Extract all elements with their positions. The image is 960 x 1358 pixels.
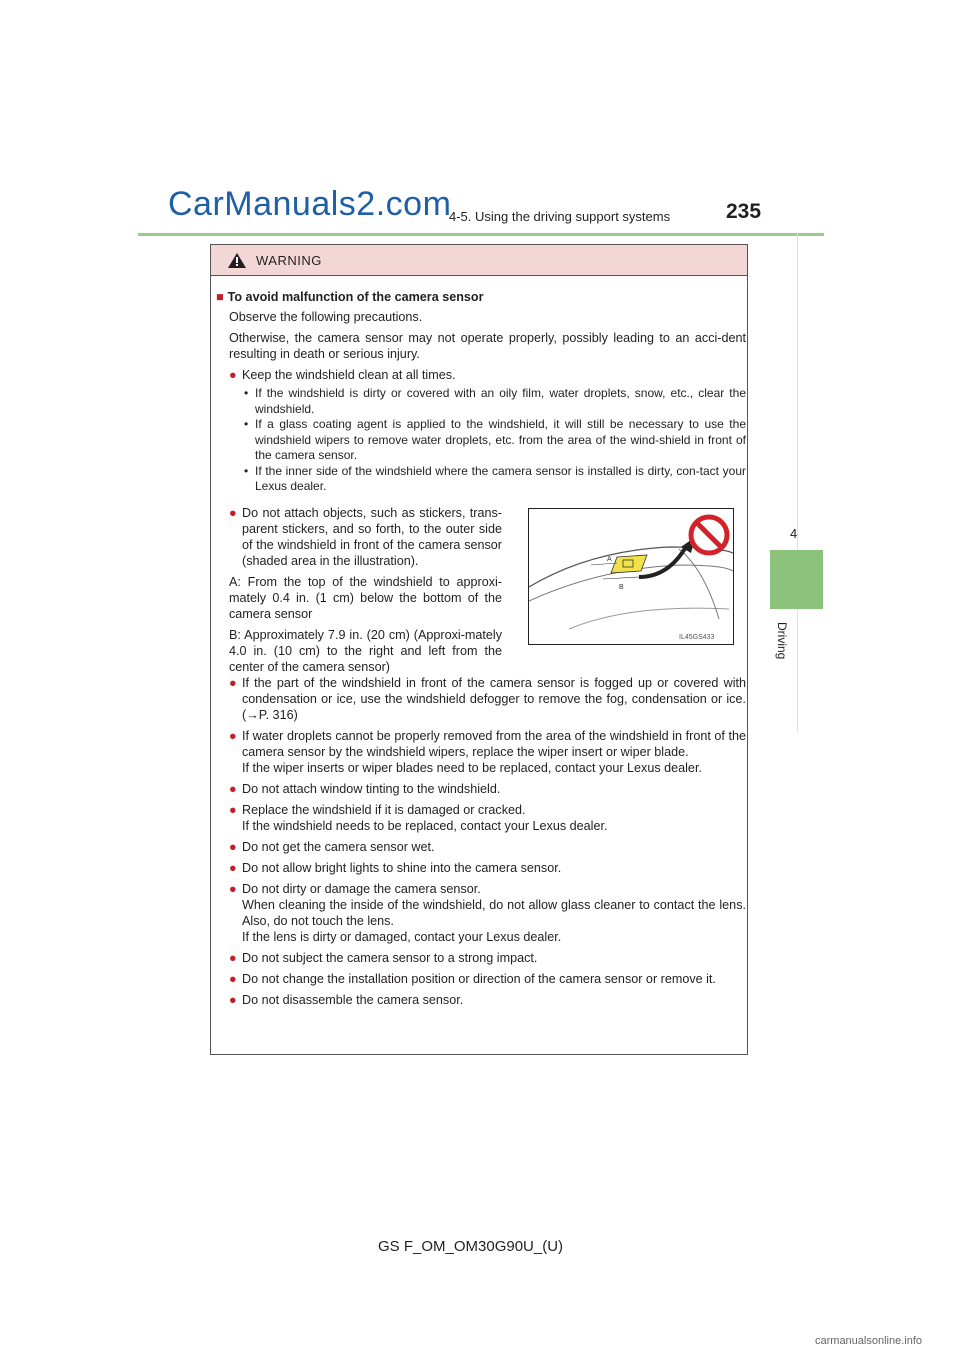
list-item: ● Do not dirty or damage the camera sensor. — [229, 881, 481, 896]
chapter-label: Driving — [775, 622, 789, 660]
illustration-label-a: A — [607, 555, 612, 563]
chapter-number: 4 — [790, 526, 798, 541]
side-divider — [797, 233, 798, 733]
chapter-tab — [770, 550, 823, 609]
list-item: ● Do not disassemble the camera sensor. — [229, 992, 464, 1007]
warning-triangle-icon — [228, 253, 246, 268]
bullet-icon: ● — [229, 802, 237, 817]
header-rule — [138, 233, 824, 236]
attach-text — [216, 500, 502, 675]
bullet-icon: ● — [229, 839, 237, 854]
bullet-icon: ● — [229, 368, 237, 382]
bullet-icon: ● — [229, 505, 237, 520]
intro-text-2: Otherwise, the camera sensor may not operate properly, possibly leading to an acci-dent resulting in death or serious injury. — [229, 331, 746, 361]
list-item: ● Replace the windshield if it is damaged or cracked. — [229, 802, 526, 817]
page-number: 235 — [726, 200, 762, 223]
section-title: 4-5. Using the driving support systems — [449, 209, 671, 224]
sub-item: • If a glass coating agent is applied to the windshield, it will still be necessary to use the windshield wipers to remove water droplets, etc. from the area of the wind-shield in front of the camera sensor. — [244, 417, 746, 462]
warning-content — [216, 289, 746, 1008]
list-item-continued: When cleaning the inside of the windshield, do not allow glass cleaner to contact the lens. Also, do not touch the lens. — [242, 897, 746, 928]
list-item: ● If the part of the windshield in front of the camera sensor is fogged up or covered with condensation or ice, use the windshield defogger to remove the fog, condensation or ice. (→P. 316) — [229, 675, 746, 722]
list-item: ● Do not allow bright lights to shine into the camera sensor. — [229, 860, 562, 875]
list-item: ● Do not change the installation position or direction of the camera sensor or remove it. — [229, 971, 716, 986]
bullet-icon: ● — [229, 992, 237, 1007]
warning-title: WARNING — [256, 253, 322, 268]
list-item-continued: If the lens is dirty or damaged, contact your Lexus dealer. — [242, 929, 562, 944]
bullet-icon: ● — [229, 675, 237, 690]
watermark-footer: carmanualsonline.info — [815, 1335, 923, 1347]
sub-item: • If the windshield is dirty or covered with an oily film, water droplets, snow, etc., clear the windshield. — [244, 386, 746, 416]
bullet-icon: ● — [229, 728, 237, 743]
document-code: GS F_OM_OM30G90U_(U) — [378, 1238, 564, 1255]
list-item: ● Do not attach objects, such as stickers, trans-parent stickers, and so forth, to the outer side of the windshield in front of the camera sensor (shaded area in the illustration). — [229, 505, 502, 568]
bullet-icon: ● — [229, 950, 237, 965]
attach-section — [216, 500, 746, 674]
list-item-continued: If the windshield needs to be replaced, contact your Lexus dealer. — [242, 818, 608, 833]
note-a: A: From the top of the windshield to approxi-mately 0.4 in. (1 cm) below the bottom of the camera sensor — [229, 574, 502, 621]
warning-header — [211, 245, 747, 276]
note-b: B: Approximately 7.9 in. (20 cm) (Approxi-mately 4.0 in. (10 cm) to the right and left from the center of the camera sensor) — [229, 627, 502, 674]
bullet-icon: ● — [229, 781, 237, 796]
list-item: ● Do not attach window tinting to the windshield. — [229, 781, 501, 796]
list-item: ● If water droplets cannot be properly removed from the area of the windshield in front of the camera sensor by the windshield wipers, replace the wiper insert or wiper blade. — [229, 728, 746, 759]
watermark-logo: CarManuals2.com — [168, 185, 452, 223]
bullet-icon: ● — [229, 971, 237, 986]
illustration-label-b: B — [619, 583, 624, 591]
sub-item: • If the inner side of the windshield where the camera sensor is installed is dirty, con-tact your Lexus dealer. — [244, 463, 746, 493]
list-item: ● Do not get the camera sensor wet. — [229, 839, 435, 854]
square-bullet-icon: ■ — [216, 290, 224, 304]
windshield-camera-icon — [529, 509, 733, 644]
list-item-continued: If the wiper inserts or wiper blades need to be replaced, contact your Lexus dealer. — [242, 760, 702, 775]
list-item: ● Do not subject the camera sensor to a strong impact. — [229, 950, 538, 965]
windshield-illustration — [528, 508, 734, 645]
intro-text: Observe the following precautions. — [229, 310, 423, 324]
bullet-icon: ● — [229, 881, 237, 896]
illustration-code: IL45GS433 — [679, 633, 715, 641]
warning-heading: ■ To avoid malfunction of the camera sensor — [216, 290, 484, 304]
bullet-icon: ● — [229, 860, 237, 875]
list-item: ● Keep the windshield clean at all times. — [229, 368, 456, 382]
